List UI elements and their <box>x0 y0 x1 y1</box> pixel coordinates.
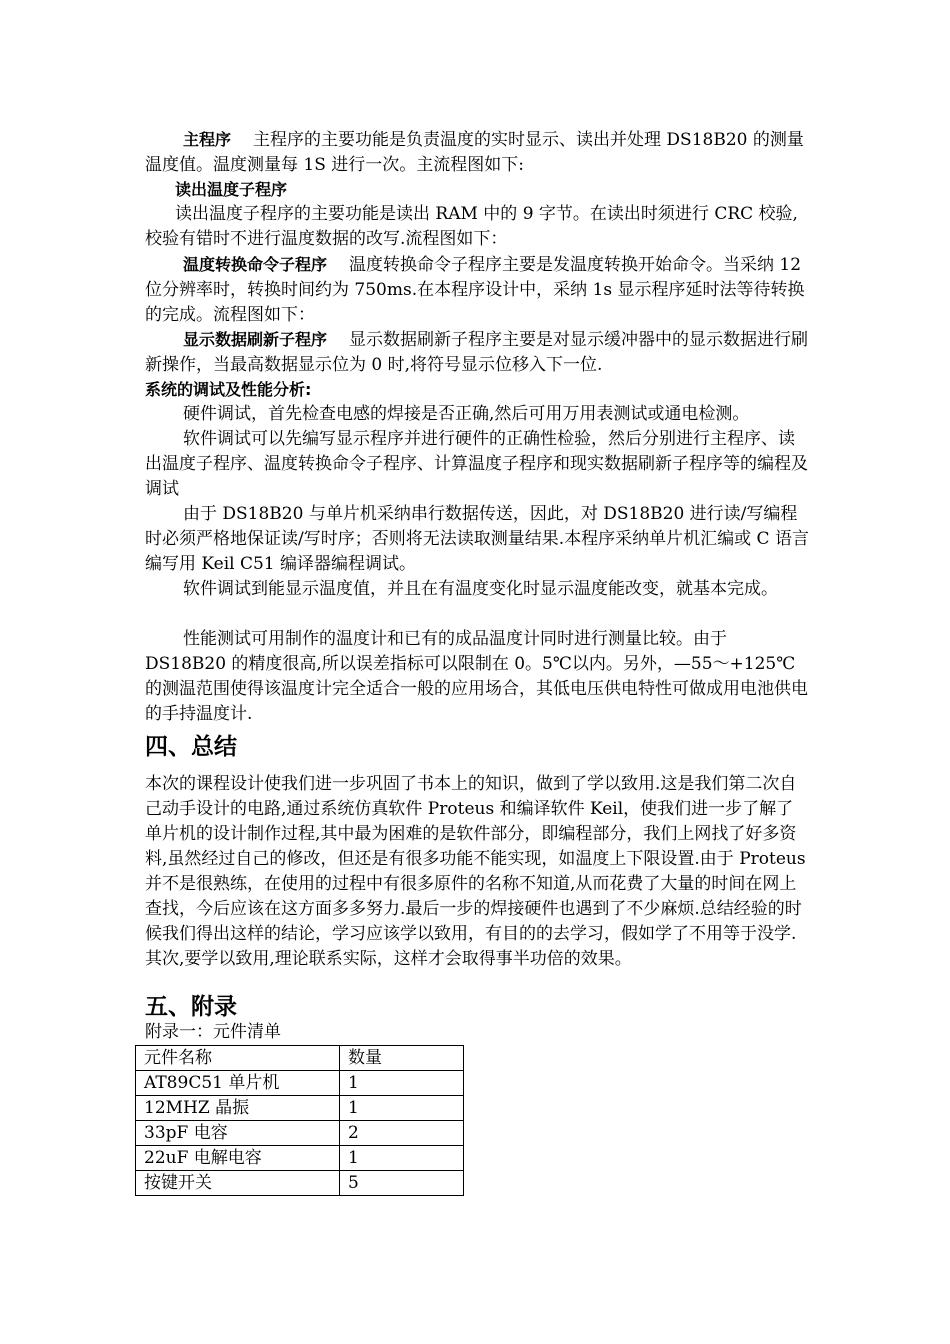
summary-paragraph: 本次的课程设计使我们进一步巩固了书本上的知识，做到了学以致用.这是我们第二次自己动手设计的电路,通过系统仿真软件 Proteus 和编译软件 Keil，使我们进一步了解了单片机的设计制作过程,其中最为困难的是软件部分，即编程部分，我们上网找了好多资料,虽然经过自己的修改，但还是有很多功能不能实现，如温度上下限设置.由于 Proteus 并不是很熟练，在使用的过程中有很多原件的名称不知道,从而花费了大量的时间在网上查找，今后应该在这方面多多努力.最后一步的焊接硬件也遇到了不少麻烦.总结经验的时候我们得出这样的结论，学习应该学以致用，有目的的去学习，假如学了不用等于没学.其次,要学以致用,理论联系实际，这样才会取得事半功倍的效果。 <box>145 774 806 969</box>
table-row <box>136 1096 464 1121</box>
appendix-heading: 五、附录 <box>145 994 237 1020</box>
table-cell: 1 <box>340 1096 464 1121</box>
debug-paragraph-hardware: 硬件调试，首先检查电感的焊接是否正确,然后可用万用表测试或通电检测。 <box>183 404 750 424</box>
table-row <box>136 1171 464 1196</box>
summary-heading: 四、总结 <box>145 734 237 760</box>
table-cell: AT89C51 单片机 <box>136 1071 340 1096</box>
main-program-label: 主程序 <box>183 130 232 149</box>
table-cell: 1 <box>340 1071 464 1096</box>
table-cell: 33pF 电容 <box>136 1121 340 1146</box>
debug-paragraph-ds18b20: 由于 DS18B20 与单片机采纳串行数据传送，因此，对 DS18B20 进行读/写编程时必须严格地保证读/写时序；否则将无法读取测量结果.本程序采纳单片机汇编或 C 语言编写用 Keil C51 编译器编程调试。 <box>145 504 809 574</box>
debug-paragraph-complete: 软件调试到能显示温度值，并且在有温度变化时显示温度能改变，就基本完成。 <box>183 579 778 599</box>
table-row <box>136 1121 464 1146</box>
table-header-cell: 元件名称 <box>136 1046 340 1071</box>
component-table <box>135 1045 464 1196</box>
display-refresh-paragraph <box>145 327 810 378</box>
table-header-row <box>136 1046 464 1071</box>
main-program-text: 主程序的主要功能是负责温度的实时显示、读出并处理 DS18B20 的测量温度值。温度测量每 1S 进行一次。主流程图如下: <box>145 130 804 175</box>
read-temp-heading-line <box>145 177 810 203</box>
table-header-cell: 数量 <box>340 1046 464 1071</box>
read-temp-paragraph: 读出温度子程序的主要功能是读出 RAM 中的 9 字节。在读出时须进行 CRC 校验,校验有错时不进行温度数据的改写.流程图如下： <box>145 204 798 249</box>
table-cell: 22uF 电解电容 <box>136 1146 340 1171</box>
table-cell: 5 <box>340 1171 464 1196</box>
display-refresh-text: 显示数据刷新子程序主要是对显示缓冲器中的显示数据进行刷新操作，当最高数据显示位为 0 时,将符号显示位移入下一位. <box>145 330 809 375</box>
table-cell: 按键开关 <box>136 1171 340 1196</box>
debug-heading-line <box>145 377 810 403</box>
appendix-caption: 附录一：元件清单 <box>145 1022 281 1042</box>
debug-heading: 系统的调试及性能分析: <box>145 380 312 399</box>
display-refresh-label: 显示数据刷新子程序 <box>183 330 328 349</box>
table-cell: 2 <box>340 1121 464 1146</box>
table-row <box>136 1146 464 1171</box>
debug-paragraph-software: 软件调试可以先编写显示程序并进行硬件的正确性检验，然后分别进行主程序、读出温度子程序、温度转换命令子程序、计算温度子程序和现实数据刷新子程序等的编程及调试 <box>145 429 808 499</box>
table-cell: 12MHZ 晶振 <box>136 1096 340 1121</box>
convert-cmd-text: 温度转换命令子程序主要是发温度转换开始命令。当采纳 12 位分辨率时，转换时间约为 750ms.在本程序设计中，采纳 1s 显示程序延时法等待转换的完成。流程图如下： <box>145 255 805 325</box>
main-program-paragraph <box>145 127 810 178</box>
convert-cmd-paragraph <box>145 252 810 328</box>
debug-paragraph-performance: 性能测试可用制作的温度计和已有的成品温度计同时进行测量比较。由于 DS18B20 的精度很高,所以误差指标可以限制在 0。5℃以内。另外，—55～+125℃的测温范围使得该温度计完全适合一般的应用场合，其低电压供电特性可做成用电池供电的手持温度计. <box>145 629 808 724</box>
read-temp-label: 读出温度子程序 <box>175 180 288 199</box>
table-row <box>136 1071 464 1096</box>
convert-cmd-label: 温度转换命令子程序 <box>183 255 328 274</box>
table-cell: 1 <box>340 1146 464 1171</box>
